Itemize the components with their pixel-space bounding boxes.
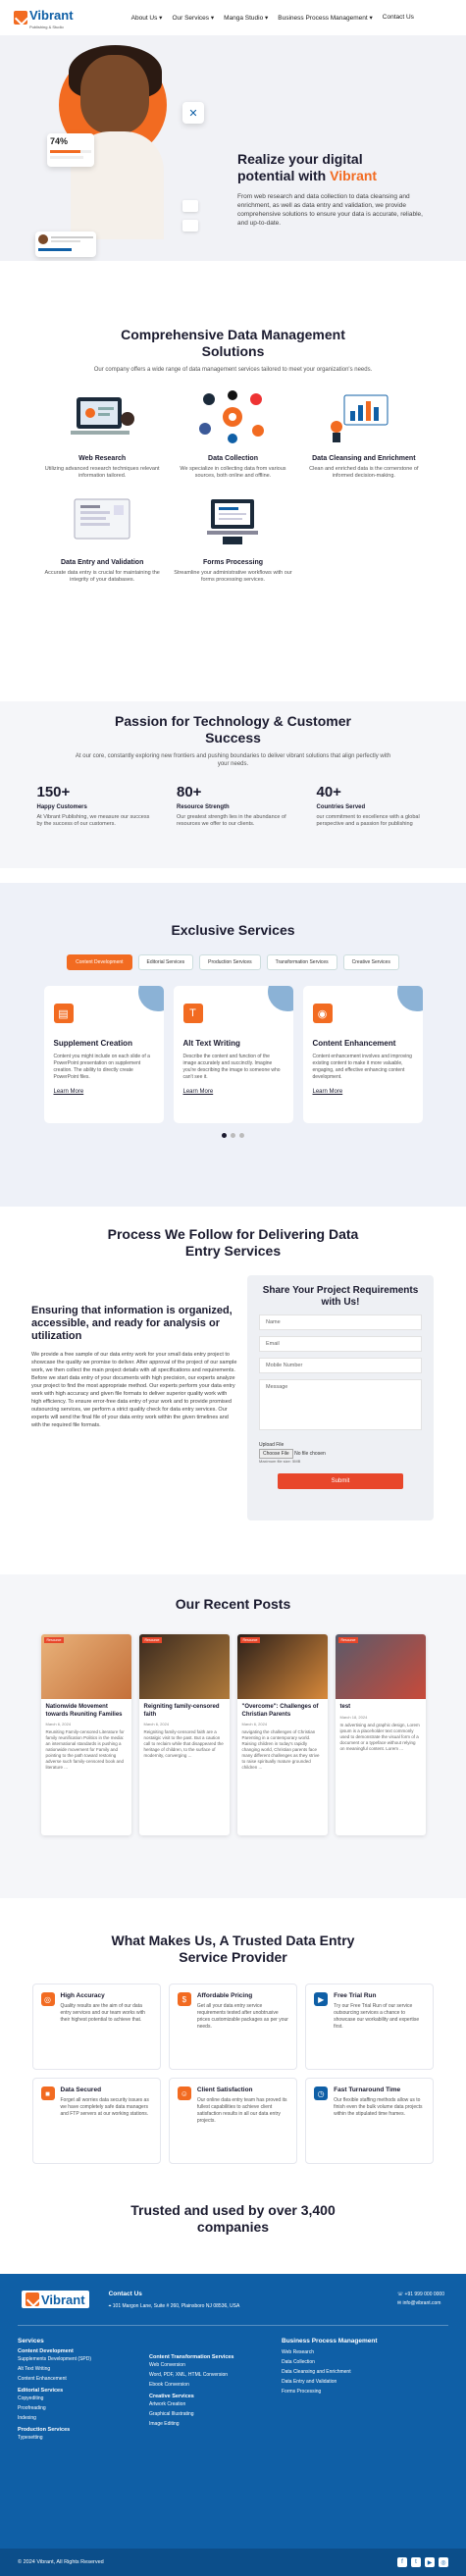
brand-logo[interactable]	[14, 7, 74, 29]
footer-contact	[109, 2291, 240, 2309]
hero-chart-icon	[182, 200, 198, 212]
card-desc: Content you might include on each slide of a PowerPoint presentation on supplement creation. The ability to directly create PowerPoint files.	[53, 1054, 150, 1080]
email-field[interactable]: Email	[259, 1336, 422, 1352]
hero-title-line1: Realize your digital	[237, 151, 363, 167]
social-links	[393, 2557, 448, 2567]
post-tag: Resource	[240, 1637, 261, 1643]
carousel-dot[interactable]	[222, 1133, 227, 1138]
upload-label: Upload File	[259, 1442, 285, 1448]
file-input[interactable]	[259, 1451, 422, 1457]
document-icon: ▤	[54, 1004, 74, 1023]
hero-title	[237, 151, 443, 184]
carousel-dot[interactable]	[231, 1133, 235, 1138]
learn-more-link[interactable]: Learn More	[312, 1089, 343, 1095]
target-icon: ◎	[41, 1992, 55, 2006]
post-date: March 18, 2024	[339, 1714, 368, 1720]
logo-mark-icon	[26, 2293, 39, 2306]
price-icon: $	[178, 1992, 191, 2006]
card-title: Alt Text Writing	[182, 1039, 240, 1048]
why-desc: Our online data entry team has proved its fullest capabilities to achieve client satisfaction results in all our data entry projects.	[196, 2097, 287, 2124]
hero-person-face	[80, 55, 149, 133]
footer-logo[interactable]	[22, 2291, 89, 2308]
smile-icon: ☺	[178, 2087, 191, 2100]
service-desc: Clean and enriched data is the cornerstone of informed decision-making.	[309, 466, 419, 479]
card-desc: Content enhancement involves and improving existing content to make it more valuable, engaging, and effective enhancing content development.	[312, 1054, 412, 1080]
footer-phone[interactable]: ☏ +91 999 000 0000	[396, 2292, 444, 2297]
file-size-note: Maximum file size: 5MB	[259, 1459, 301, 1464]
stat-customers	[37, 784, 150, 828]
footer-heading: Production Services	[18, 2427, 71, 2433]
instagram-icon[interactable]: ◎	[439, 2557, 448, 2567]
service-data-cleansing[interactable]	[298, 389, 429, 480]
site-footer	[0, 2274, 466, 2576]
footer-link[interactable]: Alt Text Writing	[18, 2366, 51, 2372]
avatar	[38, 234, 48, 244]
name-field[interactable]: Name	[259, 1314, 422, 1330]
address-text: 101 Margon Lane, Suite # 260, Plainsboro NJ 08536, USA	[112, 2302, 240, 2309]
solutions-section	[0, 327, 466, 584]
process-content	[31, 1305, 237, 1429]
nav-about[interactable]: About Us ▾	[130, 15, 163, 22]
post-image	[336, 1634, 426, 1699]
solutions-grid	[37, 389, 430, 584]
why-desc: Forget all worries data security issues as we have completely safe data managers and FTP servers at our working stations.	[60, 2097, 149, 2117]
hero-stat-bar	[50, 150, 80, 153]
exclusive-card	[174, 986, 293, 1123]
why-card	[169, 1984, 297, 2070]
footer-email[interactable]: ✉ info@vibrant.com	[396, 2300, 441, 2306]
post-excerpt: Reigniting family-censored faith are a nostalgic visit to the past. But a caution call to reclaim while that disappeared the heritage of children, to the surface of modernity, converging ...	[143, 1729, 224, 1758]
footer-link[interactable]: Image Editing	[149, 2421, 180, 2427]
carousel-dots	[0, 1133, 466, 1138]
post-title: Nationwide Movement towards Reuniting Families	[45, 1704, 123, 1718]
stat-desc: Our greatest strength lies in the abundance of resources we offer to our clients.	[177, 814, 286, 827]
post-card[interactable]	[336, 1634, 426, 1835]
post-tag: Resource	[338, 1637, 359, 1643]
service-desc: We specialize in collecting data from various sources, both online and offline.	[180, 466, 286, 479]
footer-link[interactable]: Content Enhancement	[18, 2376, 67, 2382]
why-title-item: Data Secured	[60, 2087, 102, 2093]
clock-icon: ◷	[314, 2087, 328, 2100]
hero-title-brand: Vibrant	[330, 168, 378, 183]
service-name: Data Cleansing and Enrichment	[312, 455, 416, 462]
exclusive-tabs	[0, 954, 466, 970]
copyright: © 2024 Vibrant, All Rights Reserved	[18, 2559, 104, 2565]
footer-col-services	[18, 2338, 149, 2443]
service-name: Data Collection	[208, 455, 258, 462]
post-excerpt: navigating the challenges of Christian Parenting in a contemporary world. Raising children in today's rapidly changing world, Christian parents face many different challenges as they strive to raise spiritually mature grounded children ...	[241, 1729, 320, 1770]
logo-mark-icon	[14, 11, 27, 25]
stats-row	[37, 784, 430, 828]
footer-link[interactable]: Word, PDF, XML, HTML Conversion	[149, 2372, 229, 2378]
why-card	[32, 1984, 161, 2070]
enhance-icon: ◉	[313, 1004, 333, 1023]
hero-profile-card	[35, 232, 96, 257]
trial-icon: ▶	[314, 1992, 328, 2006]
solutions-subtitle: Our company offers a wide range of data management services tailored to meet your organization's needs.	[93, 367, 373, 373]
footer-heading: Content Development	[18, 2348, 74, 2354]
footer-link[interactable]: Copyediting	[18, 2396, 44, 2401]
post-title: "Overcome": Challenges of Christian Parents	[241, 1704, 319, 1718]
why-title-item: Free Trial Run	[334, 1992, 377, 1999]
footer-link[interactable]: Web Research	[282, 2349, 314, 2355]
footer-top	[0, 2274, 466, 2325]
text-icon: T	[183, 1004, 203, 1023]
requirements-form	[247, 1275, 434, 1520]
footer-link[interactable]: Indexing	[18, 2415, 36, 2421]
hero-section	[0, 35, 466, 261]
learn-more-link[interactable]: Learn More	[182, 1089, 214, 1095]
footer-link[interactable]: Supplements Development (SPD)	[18, 2356, 92, 2362]
data-collection-illustration	[193, 389, 272, 444]
footer-bottom-bar	[0, 2549, 466, 2576]
submit-button[interactable]: Submit	[278, 1473, 403, 1489]
footer-link[interactable]: Forms Processing	[282, 2389, 322, 2395]
exclusive-title: Exclusive Services	[171, 922, 295, 938]
service-desc: Utilizing advanced research techniques relevant information tailored.	[44, 466, 160, 479]
nav-services[interactable]: Our Services ▾	[172, 15, 215, 22]
footer-heading: Editorial Services	[18, 2388, 64, 2394]
hero-stat-value: 74%	[50, 136, 69, 146]
twitter-icon[interactable]: t	[411, 2557, 421, 2567]
footer-bpm-title: Business Process Management	[282, 2338, 378, 2344]
data-entry-illustration	[63, 493, 141, 548]
form-title: Share Your Project Requirements with Us!	[262, 1285, 419, 1308]
service-data-entry[interactable]	[37, 493, 168, 584]
footer-link[interactable]: Data Collection	[282, 2359, 315, 2365]
lock-icon: ■	[41, 2087, 55, 2100]
brand-tagline: Publishing & Studio	[29, 24, 64, 29]
post-title: Reigniting family-censored faith	[143, 1704, 220, 1718]
trusted-section	[0, 2202, 466, 2236]
passion-subtitle: At our core, constantly exploring new frontiers and pushing boundaries to deliver vibrant solutions that align perfectly with your needs.	[75, 753, 391, 767]
hero-stat-card	[47, 133, 94, 167]
stat-countries	[317, 784, 430, 828]
card-title: Content Enhancement	[312, 1039, 396, 1048]
process-heading: Ensuring that information is organized, accessible, and ready for analysis or utilization	[31, 1305, 233, 1342]
process-section	[0, 1226, 466, 1550]
youtube-icon[interactable]: ▶	[425, 2557, 435, 2567]
footer-col-transformation	[149, 2338, 282, 2443]
exclusive-section	[0, 883, 466, 1207]
main-nav	[112, 14, 414, 22]
why-desc: Our flexible staffing methods allow us to finish even the bulk volume data projects within the stipulated time frames.	[334, 2097, 423, 2117]
process-text: We provide a free sample of our data entry work for your small data entry project to showcase the quality we promise to deliver. After approval of the project of our sample work, we then collect the main project details with all specifications and requirements. Before we start data entry of your documents with high precision, our experts analyze your project to find the most appropriate method. Our experts perform your data entry work with high accuracy and given file formats to deliver superior quality work with high efficiency. To ensure error-free data entry of your work and to provide promised outsourcing services, we perform a strict quality check for data entry services. Our experts will send the final file of your data entry work within the given timelines and with the required file formats.	[31, 1352, 237, 1428]
post-image	[237, 1634, 328, 1699]
data-cleansing-illustration	[325, 389, 403, 444]
card-title: Supplement Creation	[53, 1039, 132, 1048]
why-card	[169, 2078, 297, 2164]
forms-processing-illustration	[193, 493, 272, 548]
exclusive-card	[44, 986, 164, 1123]
why-section	[0, 1932, 466, 2168]
nav-manga-studio[interactable]: Manga Studio ▾	[224, 15, 269, 22]
post-card[interactable]	[139, 1634, 230, 1835]
process-title: Process We Follow for Delivering Data Entry Services	[107, 1226, 359, 1259]
why-title-item: Fast Turnaround Time	[334, 2087, 401, 2093]
hero-title-line2: potential with	[237, 168, 331, 183]
why-title-item: Affordable Pricing	[196, 1992, 253, 1999]
stat-label: Countries Served	[316, 804, 366, 810]
service-name: Forms Processing	[202, 559, 264, 566]
stat-resources	[177, 784, 289, 828]
passion-section	[0, 701, 466, 868]
phone-text: +91 999 000 0000	[404, 2292, 444, 2297]
why-desc: Try our Free Trial Run of our service outsourcing services a chance to showcase our workability and expertise first.	[334, 2003, 420, 2030]
posts-grid	[0, 1634, 466, 1835]
why-card	[305, 2078, 434, 2164]
post-title: test	[339, 1704, 351, 1710]
hero-description: From web research and data collection to data cleansing and enrichment, as well as data entry and validation, we provide comprehensive solutions to ensure your data is accurate, reliable, and up-to-date.	[237, 193, 423, 227]
post-card[interactable]	[41, 1634, 131, 1835]
learn-more-link[interactable]: Learn More	[53, 1089, 84, 1095]
tab-content-development[interactable]: Content Development	[67, 954, 131, 970]
footer-link[interactable]: Typesetting	[18, 2435, 43, 2441]
footer-phone-email	[397, 2291, 444, 2308]
stat-number: 150+	[36, 784, 71, 800]
footer-contact-title: Contact Us	[108, 2290, 142, 2297]
post-date: March 6, 2024	[241, 1722, 268, 1726]
footer-links	[0, 2326, 466, 2454]
post-card[interactable]	[237, 1634, 328, 1835]
footer-link[interactable]: Ebook Conversion	[149, 2382, 189, 2388]
post-image	[41, 1634, 131, 1699]
stat-desc: At Vibrant Publishing, we measure our success by the success of our customers.	[36, 814, 150, 827]
footer-brand-name: Vibrant	[41, 2292, 85, 2307]
stat-desc: our commitment to excellence with a global perspective and a passion for publishing	[316, 814, 420, 827]
posts-title: Our Recent Posts	[175, 1596, 291, 1612]
footer-link[interactable]: Proofreading	[18, 2405, 46, 2411]
post-tag: Resource	[44, 1637, 65, 1643]
card-desc: Describe the content and function of the image accurately and succinctly. Imagine you're describing the image to someone who can't see it.	[182, 1054, 281, 1080]
post-excerpt: Reuniting Family-censored Literature for family reunification Politics in the media: an international standards is pushing a nationwide movement for Family and pointing to the path toward restoring adverse such family-censored book and literature ...	[45, 1729, 125, 1770]
exclusive-cards	[0, 986, 466, 1123]
footer-heading: Creative Services	[149, 2394, 194, 2399]
stat-label: Resource Strength	[177, 804, 230, 810]
footer-link[interactable]: Web Conversion	[149, 2362, 185, 2368]
message-field[interactable]: Message	[259, 1379, 422, 1430]
post-date: March 6, 2024	[45, 1722, 72, 1726]
posts-section	[0, 1574, 466, 1898]
nav-bpm[interactable]: Business Process Management ▾	[278, 15, 373, 22]
why-grid	[32, 1984, 435, 2164]
brand-name: Vibrant	[29, 7, 74, 23]
service-forms-processing[interactable]	[168, 493, 298, 584]
tab-editorial[interactable]: Editorial Services	[138, 954, 194, 970]
post-image	[139, 1634, 230, 1699]
footer-link[interactable]: Artwork Creation	[149, 2401, 186, 2407]
no-file-text: No file chosen	[294, 1451, 326, 1457]
passion-title: Passion for Technology & Customer Success	[115, 713, 351, 746]
nav-contact[interactable]: Contact Us	[382, 14, 414, 21]
stat-number: 80+	[177, 784, 202, 800]
service-data-collection[interactable]	[168, 389, 298, 480]
tab-transformation[interactable]: Transformation Services	[267, 954, 337, 970]
hero-tool-icon: ✕	[182, 102, 204, 124]
footer-services-title: Services	[18, 2338, 44, 2344]
service-name: Data Entry and Validation	[60, 559, 144, 566]
service-desc: Streamline your administrative workflows with our forms processing services.	[174, 570, 292, 583]
footer-link[interactable]: Data Cleansing and Enrichment	[282, 2369, 351, 2375]
hero-doc-icon	[182, 220, 198, 232]
footer-col-bpm	[282, 2338, 429, 2443]
why-title-item: Client Satisfaction	[196, 2087, 253, 2093]
stat-label: Happy Customers	[36, 804, 87, 810]
why-card	[32, 2078, 161, 2164]
why-title: What Makes Us, A Trusted Data Entry Service Provider	[111, 1932, 355, 1965]
stat-number: 40+	[316, 784, 341, 800]
why-title-item: High Accuracy	[60, 1992, 105, 1999]
post-date: March 6, 2024	[143, 1722, 170, 1726]
post-excerpt: In advertising and graphic design, Lorem ipsum is a placeholder text commonly used to demonstrate the visual form of a document or a typeface without relying on meaningful content. Lorem ...	[339, 1722, 420, 1751]
service-web-research[interactable]	[37, 389, 168, 480]
solutions-title: Comprehensive Data Management Solutions	[121, 327, 345, 359]
mobile-field[interactable]: Mobile Number	[259, 1358, 422, 1373]
why-desc: Quality results are the aim of our data entry services and our team works with their highest potential to achieve that.	[60, 2003, 145, 2023]
site-header	[0, 0, 466, 35]
exclusive-card	[303, 986, 423, 1123]
why-desc: Get all your data entry service requirements tested after unobtrusive prices customizable packages as per your needs.	[196, 2003, 288, 2030]
why-card	[305, 1984, 434, 2070]
choose-file-button[interactable]: Choose File	[259, 1449, 293, 1459]
carousel-dot[interactable]	[239, 1133, 244, 1138]
service-name: Web Research	[78, 455, 127, 462]
footer-address: ⌖ 101 Margon Lane, Suite # 260, Plainsboro NJ 08536, USA	[108, 2302, 240, 2309]
trusted-title: Trusted and used by over 3,400 companies	[130, 2202, 336, 2235]
service-desc: Accurate data entry is crucial for maintaining the integrity of your databases.	[44, 570, 160, 583]
post-tag: Resource	[142, 1637, 163, 1643]
footer-link[interactable]: Data Entry and Validation	[282, 2379, 337, 2385]
email-text: info@vibrant.com	[402, 2300, 441, 2306]
facebook-icon[interactable]: f	[397, 2557, 407, 2567]
tab-creative[interactable]: Creative Services	[343, 954, 399, 970]
footer-link[interactable]: Graphical Illustrating	[149, 2411, 194, 2417]
web-research-illustration	[63, 389, 141, 444]
footer-heading: Content Transformation Services	[149, 2354, 234, 2360]
tab-production[interactable]: Production Services	[199, 954, 260, 970]
